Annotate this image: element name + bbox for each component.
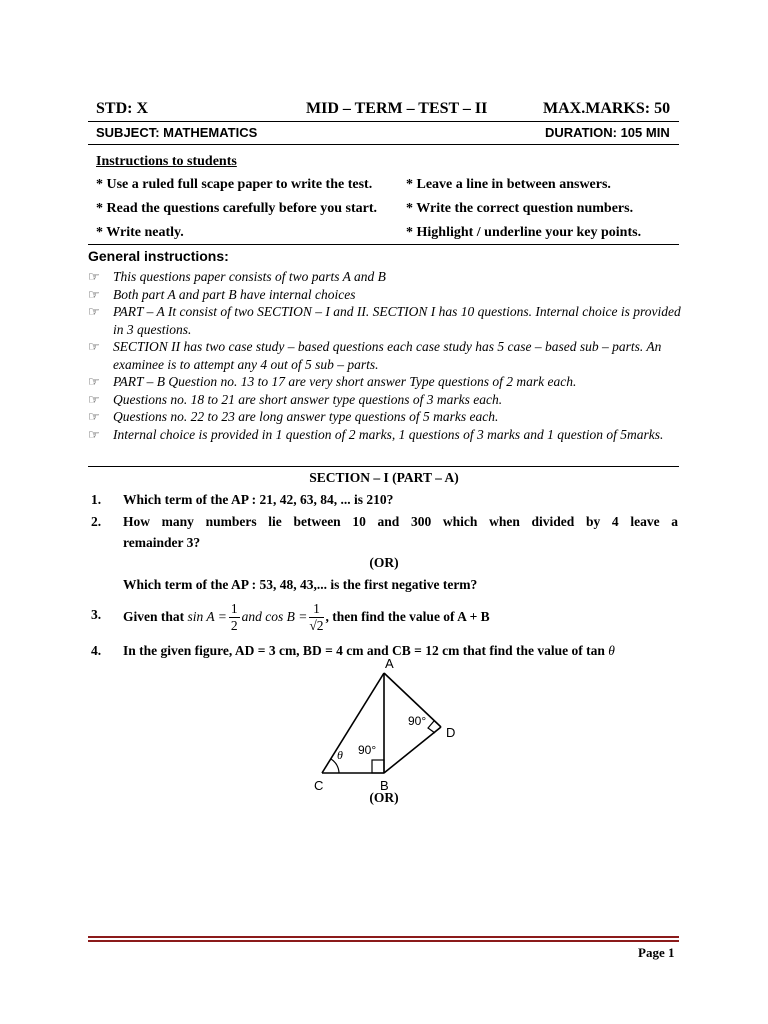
- pointing-hand-icon: ☞: [88, 391, 100, 407]
- vertex-c-label: C: [314, 778, 324, 793]
- triangle-figure: [300, 655, 470, 795]
- list-item: ☞ Both part A and part B have internal choices: [88, 286, 356, 302]
- or-label: (OR): [369, 790, 399, 805]
- instruction-item: * Use a ruled full scape paper to write the test.: [96, 177, 373, 192]
- question-2-line1: How many numbers lie between 10 and 300 which when divided by 4 leave a: [123, 514, 678, 529]
- instructions-divider: [88, 244, 679, 245]
- question-3-text: Given that sin A = $\frac{1}{2}$ and cos B = $\frac{1}{√2}$ , then find the value of A + B: [123, 600, 490, 633]
- question-number: 4.: [91, 643, 102, 658]
- question-2-line2: remainder 3?: [123, 535, 201, 550]
- section-title: SECTION – I (PART – A): [309, 470, 459, 485]
- question-1-text: Which term of the AP : 21, 42, 63, 84, ... is 210?: [123, 492, 394, 507]
- pointing-hand-icon: ☞: [88, 286, 100, 302]
- std-label: STD: X: [96, 100, 149, 117]
- list-item: ☞ This questions paper consists of two parts A and B: [88, 269, 386, 284]
- list-item: ☞ SECTION II has two case study – based questions each case study has 5 case – based sub – parts. An examinee is to attempt any 4 out of 5 sub – parts.: [88, 339, 662, 372]
- theta-symbol: θ: [608, 643, 615, 658]
- line-bd: [384, 727, 441, 773]
- question-4-text: In the given figure, AD = 3 cm, BD = 4 cm and CB = 12 cm that find the value of tan θ: [123, 643, 615, 658]
- pointing-hand-icon: ☞: [88, 409, 100, 424]
- pointing-hand-icon: ☞: [88, 269, 100, 284]
- angle-theta-label: θ: [337, 748, 343, 762]
- pointing-hand-icon: ☞: [88, 304, 100, 319]
- right-angle-marker-b: [372, 760, 384, 773]
- instruction-item: * Read the questions carefully before you start.: [96, 201, 378, 216]
- test-title: MID – TERM – TEST – II: [306, 100, 488, 117]
- question-number: 2.: [91, 514, 102, 529]
- instruction-item: * Write the correct question numbers.: [406, 201, 634, 216]
- list-item: ☞ PART – A It consist of two SECTION – I and II. SECTION I has 10 questions. Internal choice is provided in 3 questions.: [88, 304, 681, 337]
- vertex-b-label: B: [380, 778, 389, 793]
- pointing-hand-icon: ☞: [88, 426, 100, 442]
- header-divider: [88, 121, 679, 122]
- list-item: ☞ Internal choice is provided in 1 question of 2 marks, 1 questions of 3 marks and 1 question of 5marks.: [88, 426, 664, 442]
- instruction-item: * Write neatly.: [96, 225, 184, 240]
- list-item: ☞ Questions no. 18 to 21 are short answer type questions of 3 marks each.: [88, 391, 503, 407]
- list-item: ☞ Questions no. 22 to 23 are long answer type questions of 5 marks each.: [88, 409, 499, 424]
- footer-rule: [88, 936, 679, 938]
- instruction-item: * Highlight / underline your key points.: [406, 225, 642, 240]
- instructions-title: Instructions to students: [96, 154, 237, 169]
- page-number: Page 1: [638, 945, 675, 960]
- instruction-item: * Leave a line in between answers.: [406, 177, 611, 192]
- vertex-d-label: D: [446, 725, 456, 740]
- pointing-hand-icon: ☞: [88, 339, 100, 354]
- fraction-one-half: $\frac{1}{2}$: [230, 600, 238, 633]
- general-instructions-list: [88, 268, 688, 443]
- line-ac: [322, 673, 384, 773]
- general-divider: [88, 466, 679, 467]
- angle-d-label: 90°: [408, 714, 427, 728]
- question-number: 1.: [91, 492, 102, 507]
- right-angle-marker-d: [428, 721, 435, 733]
- question-number: 3.: [91, 607, 102, 622]
- general-instructions-title: General instructions:: [88, 248, 229, 264]
- pointing-hand-icon: ☞: [88, 374, 100, 389]
- subject-divider: [88, 144, 679, 145]
- angle-b-label: 90°: [358, 743, 377, 757]
- fraction-one-over-root-two: $\frac{1}{√2}$: [309, 600, 324, 633]
- max-marks: MAX.MARKS: 50: [543, 100, 671, 117]
- list-item: ☞ PART – B Question no. 13 to 17 are very short answer Type questions of 2 mark each.: [88, 374, 577, 389]
- duration-label: DURATION: 105 MIN: [545, 125, 670, 140]
- footer-rule: [88, 940, 679, 942]
- vertex-a-label: A: [385, 656, 394, 671]
- or-label: (OR): [369, 555, 399, 570]
- subject-label: SUBJECT: MATHEMATICS: [96, 125, 258, 140]
- question-2-alternative: Which term of the AP : 53, 48, 43,... is the first negative term?: [123, 577, 478, 592]
